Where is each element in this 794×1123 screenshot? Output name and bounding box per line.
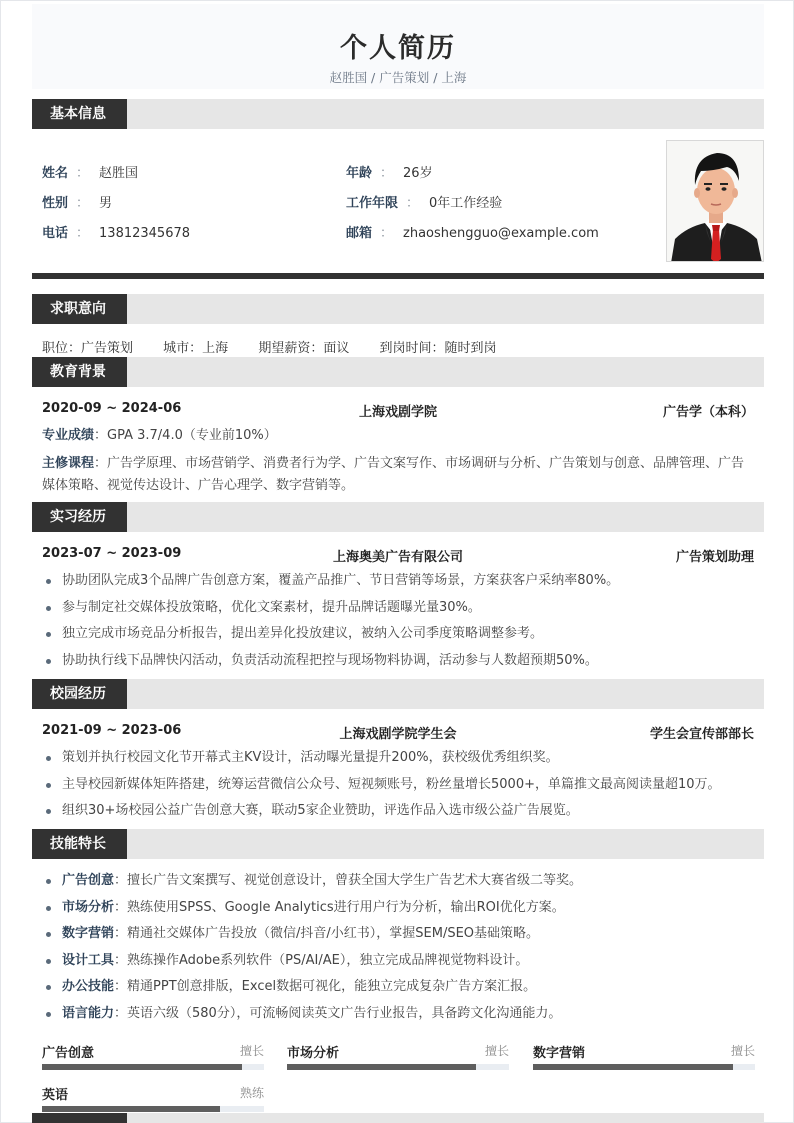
skill-bar: 广告创意 擅长	[42, 1042, 264, 1072]
campus-role: 学生会宣传部部长	[649, 727, 754, 742]
section-title: 校园经历	[32, 679, 127, 709]
section-title	[32, 1113, 127, 1123]
avatar	[666, 140, 764, 262]
info-email: 邮箱 ： zhaoshengguo@example.com	[346, 226, 599, 241]
internship-role: 广告策划助理	[675, 550, 754, 565]
section-education	[32, 357, 764, 387]
skill-bar: 数字营销 擅长	[533, 1042, 755, 1072]
internship-company: 上海奥美广告有限公司	[332, 550, 463, 565]
section-next-cutoff	[32, 1113, 764, 1123]
info-name: 姓名 ： 赵胜国	[42, 166, 139, 181]
section-title: 基本信息	[32, 99, 127, 129]
gender-value: 男	[99, 196, 113, 211]
phone-value: 13812345678	[99, 226, 191, 241]
skill-track	[533, 1064, 755, 1070]
internship-entry-header	[42, 546, 754, 564]
page-subtitle: 赵胜国 / 广告策划 / 上海	[329, 70, 467, 85]
skill-fill	[533, 1064, 733, 1070]
email-value: zhaoshengguo@example.com	[403, 226, 599, 241]
job-intent-row	[42, 337, 522, 356]
list-item: 组织30+场校园公益广告创意大赛，联动5家企业赞助，评选作品入选市级公益广告展览。	[42, 801, 757, 828]
campus-date: 2021-09 ~ 2023-06	[42, 723, 182, 738]
list-item: 市场分析：熟练使用SPSS、Google Analytics进行用户行为分析，输出ROI优化方案。	[42, 898, 757, 925]
info-gender: 性别 ： 男	[42, 196, 113, 211]
list-item: 设计工具：熟练操作Adobe系列软件（PS/AI/AE），独立完成品牌视觉物料设计。	[42, 951, 757, 978]
section-title: 技能特长	[32, 829, 127, 859]
intent-position: 职位：广告策划	[42, 341, 134, 356]
campus-org: 上海戏剧学院学生会	[339, 727, 457, 742]
skill-bar: 英语 熟练	[42, 1084, 264, 1114]
list-item: 协助团队完成3个品牌广告创意方案，覆盖产品推广、节日营销等场景，方案获客户采纳率80%。	[42, 571, 757, 598]
skill-fill	[42, 1064, 242, 1070]
age-value: 26岁	[403, 166, 433, 181]
section-skills	[32, 829, 764, 859]
list-item: 数字营销：精通社交媒体广告投放（微信/抖音/小红书），掌握SEM/SEO基础策略。	[42, 924, 757, 951]
info-years: 工作年限 ： 0年工作经验	[346, 196, 503, 211]
education-degree: 广告学（本科）	[662, 405, 754, 420]
skill-fill	[42, 1106, 220, 1112]
skills-bullets	[42, 871, 757, 1030]
skill-bar: 市场分析 擅长	[287, 1042, 509, 1072]
list-item: 广告创意：擅长广告文案撰写、视觉创意设计，曾获全国大学生广告艺术大赛省级二等奖。	[42, 871, 757, 898]
skill-fill	[287, 1064, 476, 1070]
page-title: 个人简历	[340, 33, 456, 64]
years-value: 0年工作经验	[429, 196, 503, 211]
intent-city: 城市：上海	[163, 341, 229, 356]
name-value: 赵胜国	[99, 166, 139, 181]
education-entry-header	[42, 401, 754, 419]
section-title: 实习经历	[32, 502, 127, 532]
list-item: 主导校园新媒体矩阵搭建，统筹运营微信公众号、短视频账号，粉丝量增长5000+，单篇推文最高阅读量超10万。	[42, 775, 757, 802]
skill-track	[42, 1106, 264, 1112]
list-item: 策划并执行校园文化节开幕式主KV设计，活动曝光量提升200%，获校级优秀组织奖。	[42, 748, 757, 775]
skill-track	[287, 1064, 509, 1070]
section-title: 求职意向	[32, 294, 127, 324]
info-age: 年龄 ： 26岁	[346, 166, 433, 181]
education-school: 上海戏剧学院	[358, 405, 437, 420]
campus-bullets	[42, 748, 757, 828]
section-job-intent	[32, 294, 764, 324]
intent-availability: 到岗时间：随时到岗	[379, 341, 497, 356]
list-item: 参与制定社交媒体投放策略，优化文案素材，提升品牌话题曝光量30%。	[42, 598, 757, 625]
section-title: 教育背景	[32, 357, 127, 387]
skill-track	[42, 1064, 264, 1070]
section-basic-info	[32, 99, 764, 129]
avatar-illustration-icon	[667, 141, 764, 262]
internship-date: 2023-07 ~ 2023-09	[42, 546, 182, 561]
internship-bullets	[42, 571, 757, 677]
info-phone: 电话 ： 13812345678	[42, 226, 191, 241]
education-date: 2020-09 ~ 2024-06	[42, 401, 182, 416]
education-gpa: 专业成绩：GPA 3.7/4.0（专业前10%）	[42, 428, 277, 443]
campus-entry-header	[42, 723, 754, 741]
section-divider	[32, 273, 764, 279]
list-item: 办公技能：精通PPT创意排版，Excel数据可视化，能独立完成复杂广告方案汇报。	[42, 977, 757, 1004]
education-courses: 主修课程：广告学原理、市场营销学、消费者行为学、广告文案写作、市场调研与分析、广告策划与创意、品牌管理、广告媒体策略、视觉传达设计、广告心理学、数字营销等。	[42, 456, 745, 493]
list-item: 语言能力：英语六级（580分），可流畅阅读英文广告行业报告，具备跨文化沟通能力。	[42, 1004, 757, 1031]
section-campus	[32, 679, 764, 709]
section-internship	[32, 502, 764, 532]
list-item: 协助执行线下品牌快闪活动，负责活动流程把控与现场物料协调，活动参与人数超预期50%。	[42, 651, 757, 678]
intent-salary: 期望薪资：面议	[258, 341, 350, 356]
list-item: 独立完成市场竞品分析报告，提出差异化投放建议，被纳入公司季度策略调整参考。	[42, 624, 757, 651]
resume-header	[32, 4, 764, 89]
